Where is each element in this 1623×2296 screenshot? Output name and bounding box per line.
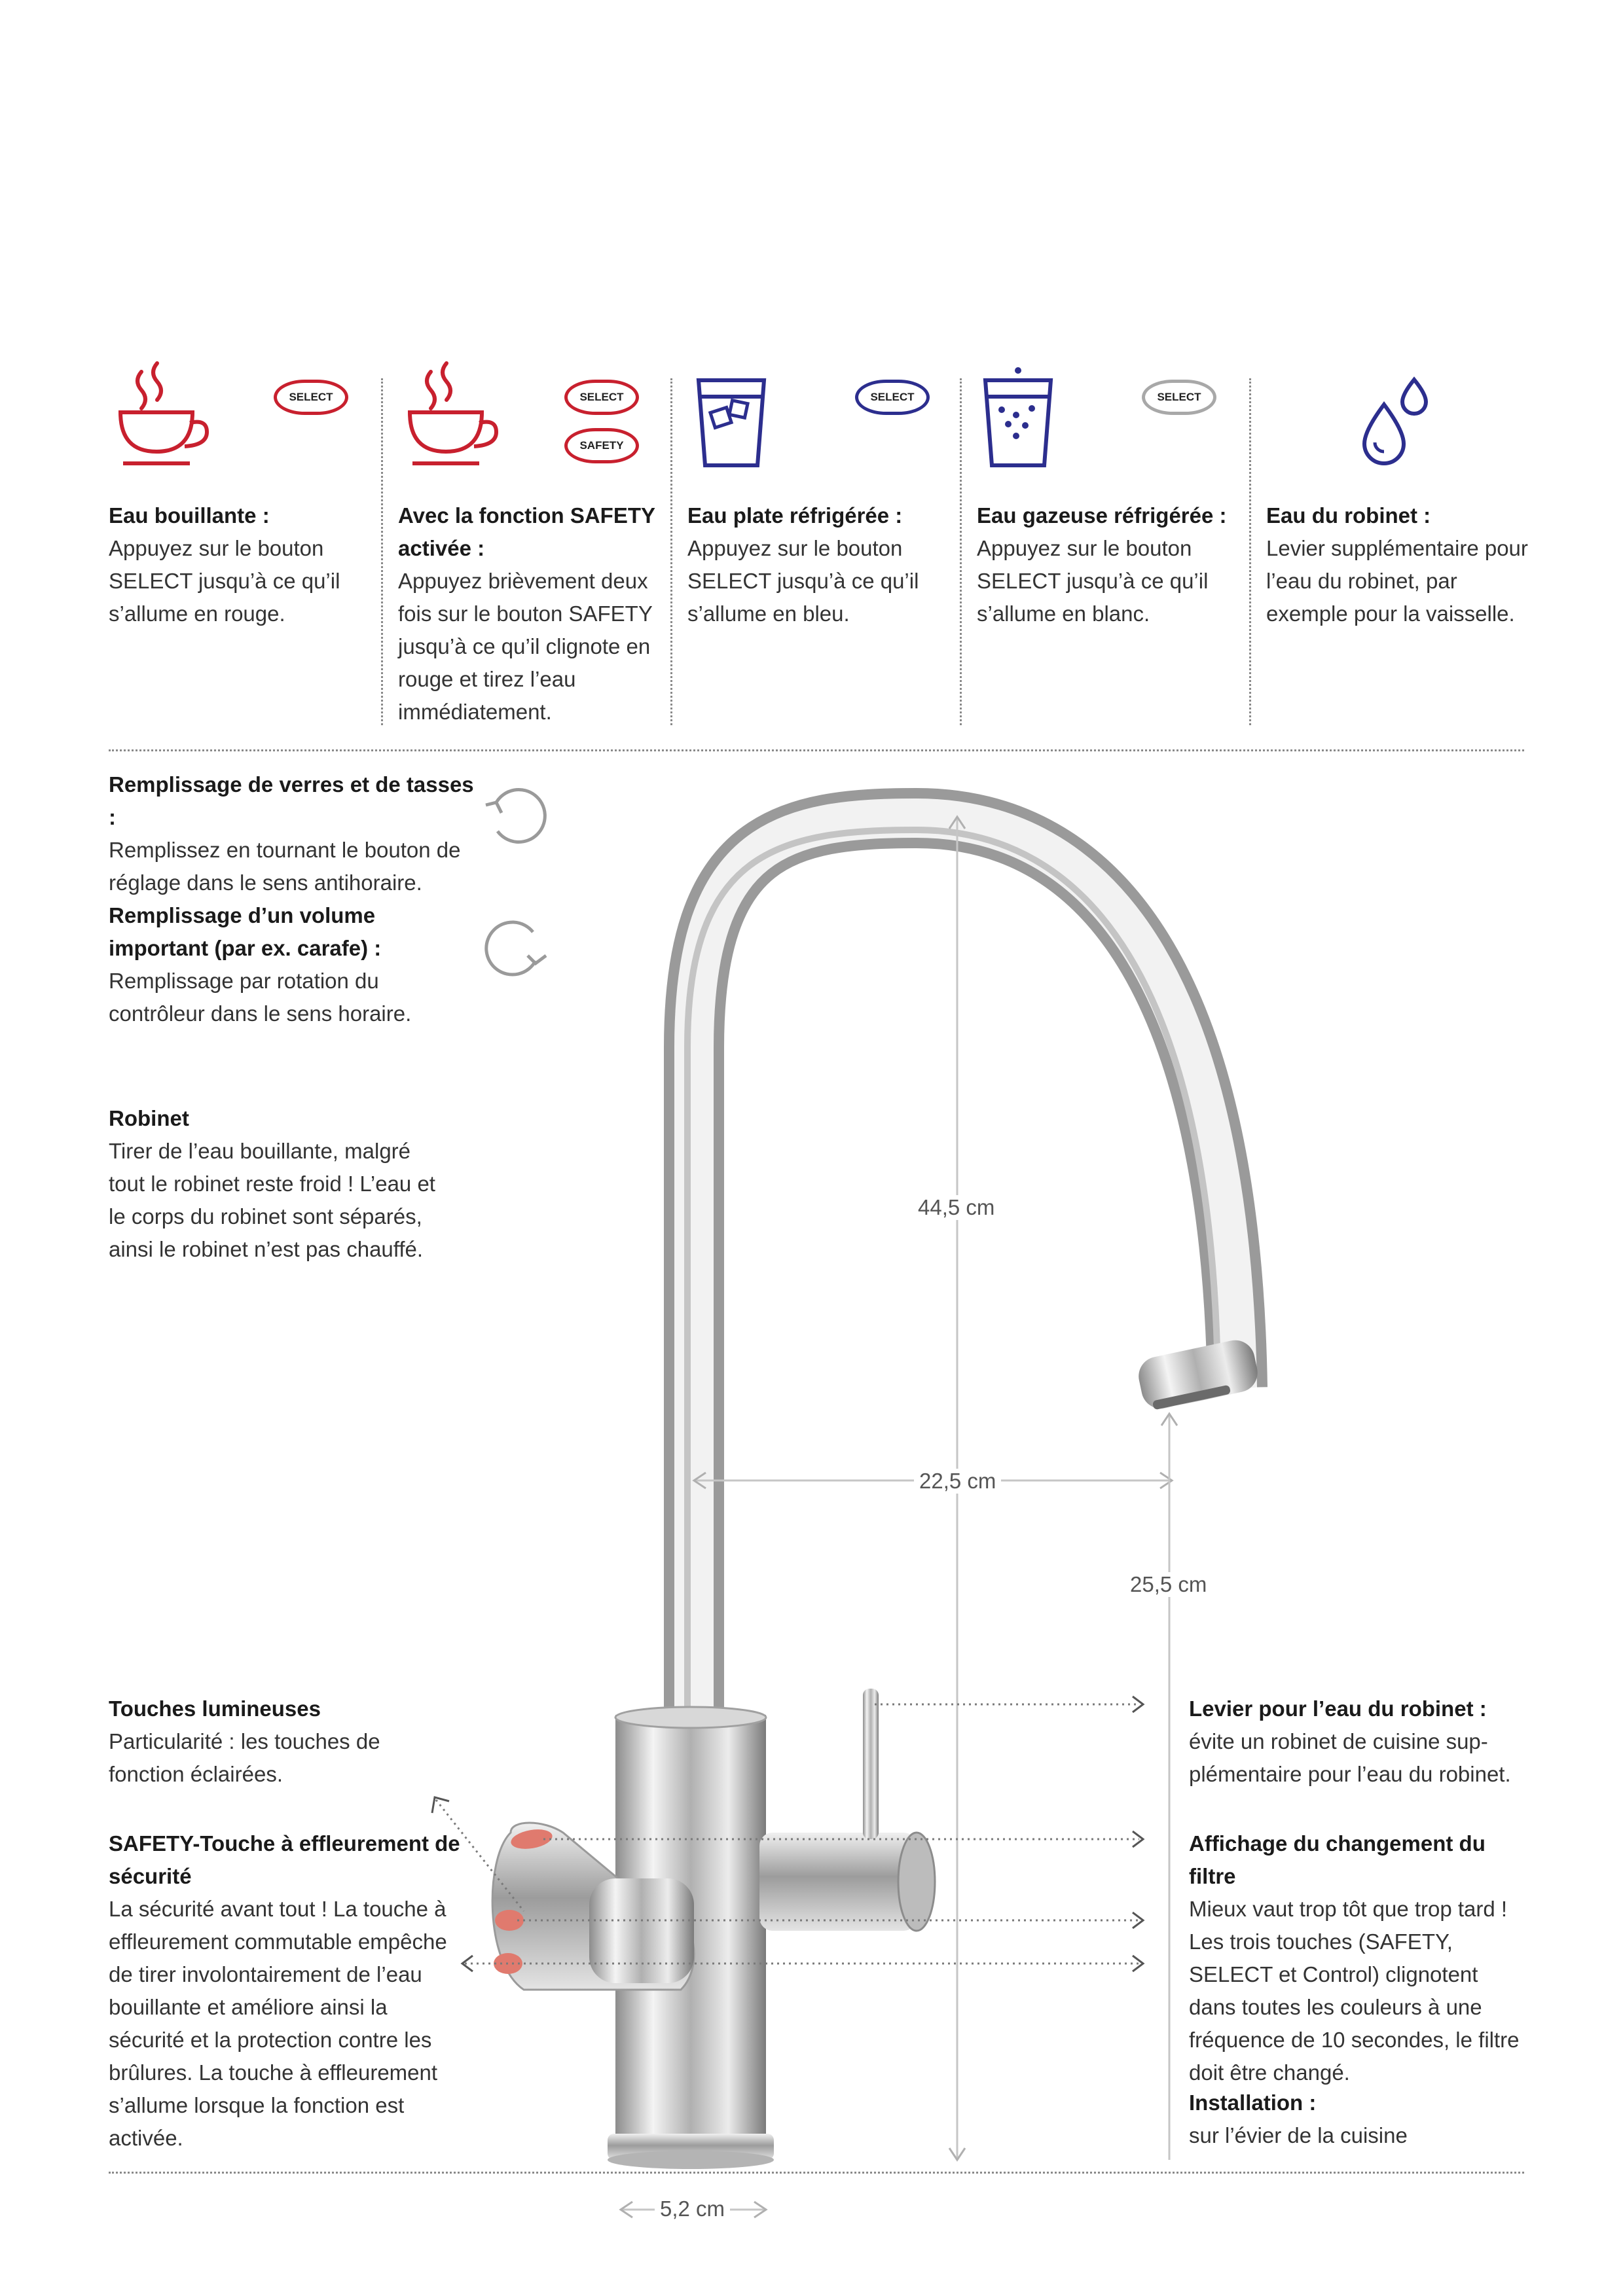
filter-body: Mieux vaut trop tôt que trop tard ! Les trois touches (SAFETY, SELECT et Control) clignotent dans toutes les couleurs à une fréquence de 10 secondes, le filtre doit être changé.: [1189, 1897, 1520, 2085]
bottom-divider: [109, 2172, 1524, 2174]
select-button-badge: SELECT: [274, 380, 348, 415]
installation-title: Installation :: [1189, 2090, 1317, 2115]
reach-dimension-label: 22,5 cm: [914, 1469, 1001, 1494]
base-dimension-label: 5,2 cm: [655, 2197, 730, 2221]
feature-title: Eau gazeuse réfrigérée :: [977, 503, 1227, 528]
fill-large-body: Remplissage par rotation du contrôleur dans le sens horaire.: [109, 969, 412, 1026]
safety-key-title: SAFETY-Touche à effleurement de sécurité: [109, 1831, 460, 1888]
feature-title: Eau bouillante :: [109, 503, 270, 528]
safety-key-body: La sécurité avant tout ! La touche à effleurement commutable empêche de tirer involontairement de l’eau bouillante et améliore ainsi la sécurité et la protection contre les brûlures. La touche à effleurement s’allume lorsque la fonction est activée.: [109, 1897, 447, 2150]
fill-large-title: Remplissage d’un volume important (par ex. carafe) :: [109, 903, 382, 960]
fill-glasses-body: Remplissez en tournant le bouton de réglage dans le sens antihoraire.: [109, 838, 461, 895]
select-button-badge: SELECT: [855, 380, 930, 415]
feature-body: Levier supplémentaire pour l’eau du robinet, par exemple pour la vaisselle.: [1266, 536, 1528, 626]
lever-body: évite un robinet de cuisine supplémentaire pour l’eau du robinet.: [1189, 1729, 1511, 1786]
height-dimension-label: 44,5 cm: [913, 1195, 1000, 1220]
touch-keys-body: Particularité : les touches de fonction éclairées.: [109, 1729, 380, 1786]
feature-title: Eau du robinet :: [1266, 503, 1431, 528]
tap-title: Robinet: [109, 1106, 189, 1130]
tap-body: Tirer de l’eau bouillante, malgré tout le robinet reste froid ! L’eau et le corps du robinet sont séparés, ainsi le robinet n’est pas chauffé.: [109, 1139, 435, 1261]
feature-body: Appuyez sur le bouton SELECT jusqu’à ce qu’il s’allume en rouge.: [109, 536, 340, 626]
safety-button-badge: SAFETY: [564, 428, 639, 463]
filter-title: Affichage du changement du filtre: [1189, 1831, 1486, 1888]
fill-glasses-title: Remplissage de verres et de tasses :: [109, 772, 474, 829]
select-button-badge: SELECT: [564, 380, 639, 415]
lever-title: Levier pour l’eau du robinet :: [1189, 1696, 1487, 1721]
feature-body: Appuyez brièvement deux fois sur le bouton SAFETY jusqu’à ce qu’il clignote en rouge et tirez l’eau immédiatement.: [398, 569, 653, 724]
select-button-badge: SELECT: [1142, 380, 1216, 415]
installation-body: sur l’évier de la cuisine: [1189, 2123, 1408, 2147]
feature-body: Appuyez sur le bouton SELECT jusqu’à ce qu’il s’allume en blanc.: [977, 536, 1209, 626]
feature-body: Appuyez sur le bouton SELECT jusqu’à ce qu’il s’allume en bleu.: [687, 536, 919, 626]
feature-title: Avec la fonction SAFETY activée :: [398, 503, 655, 560]
feature-title: Eau plate réfrigérée :: [687, 503, 903, 528]
touch-keys-title: Touches lumineuses: [109, 1696, 321, 1721]
spout-height-dimension-label: 25,5 cm: [1125, 1572, 1212, 1597]
